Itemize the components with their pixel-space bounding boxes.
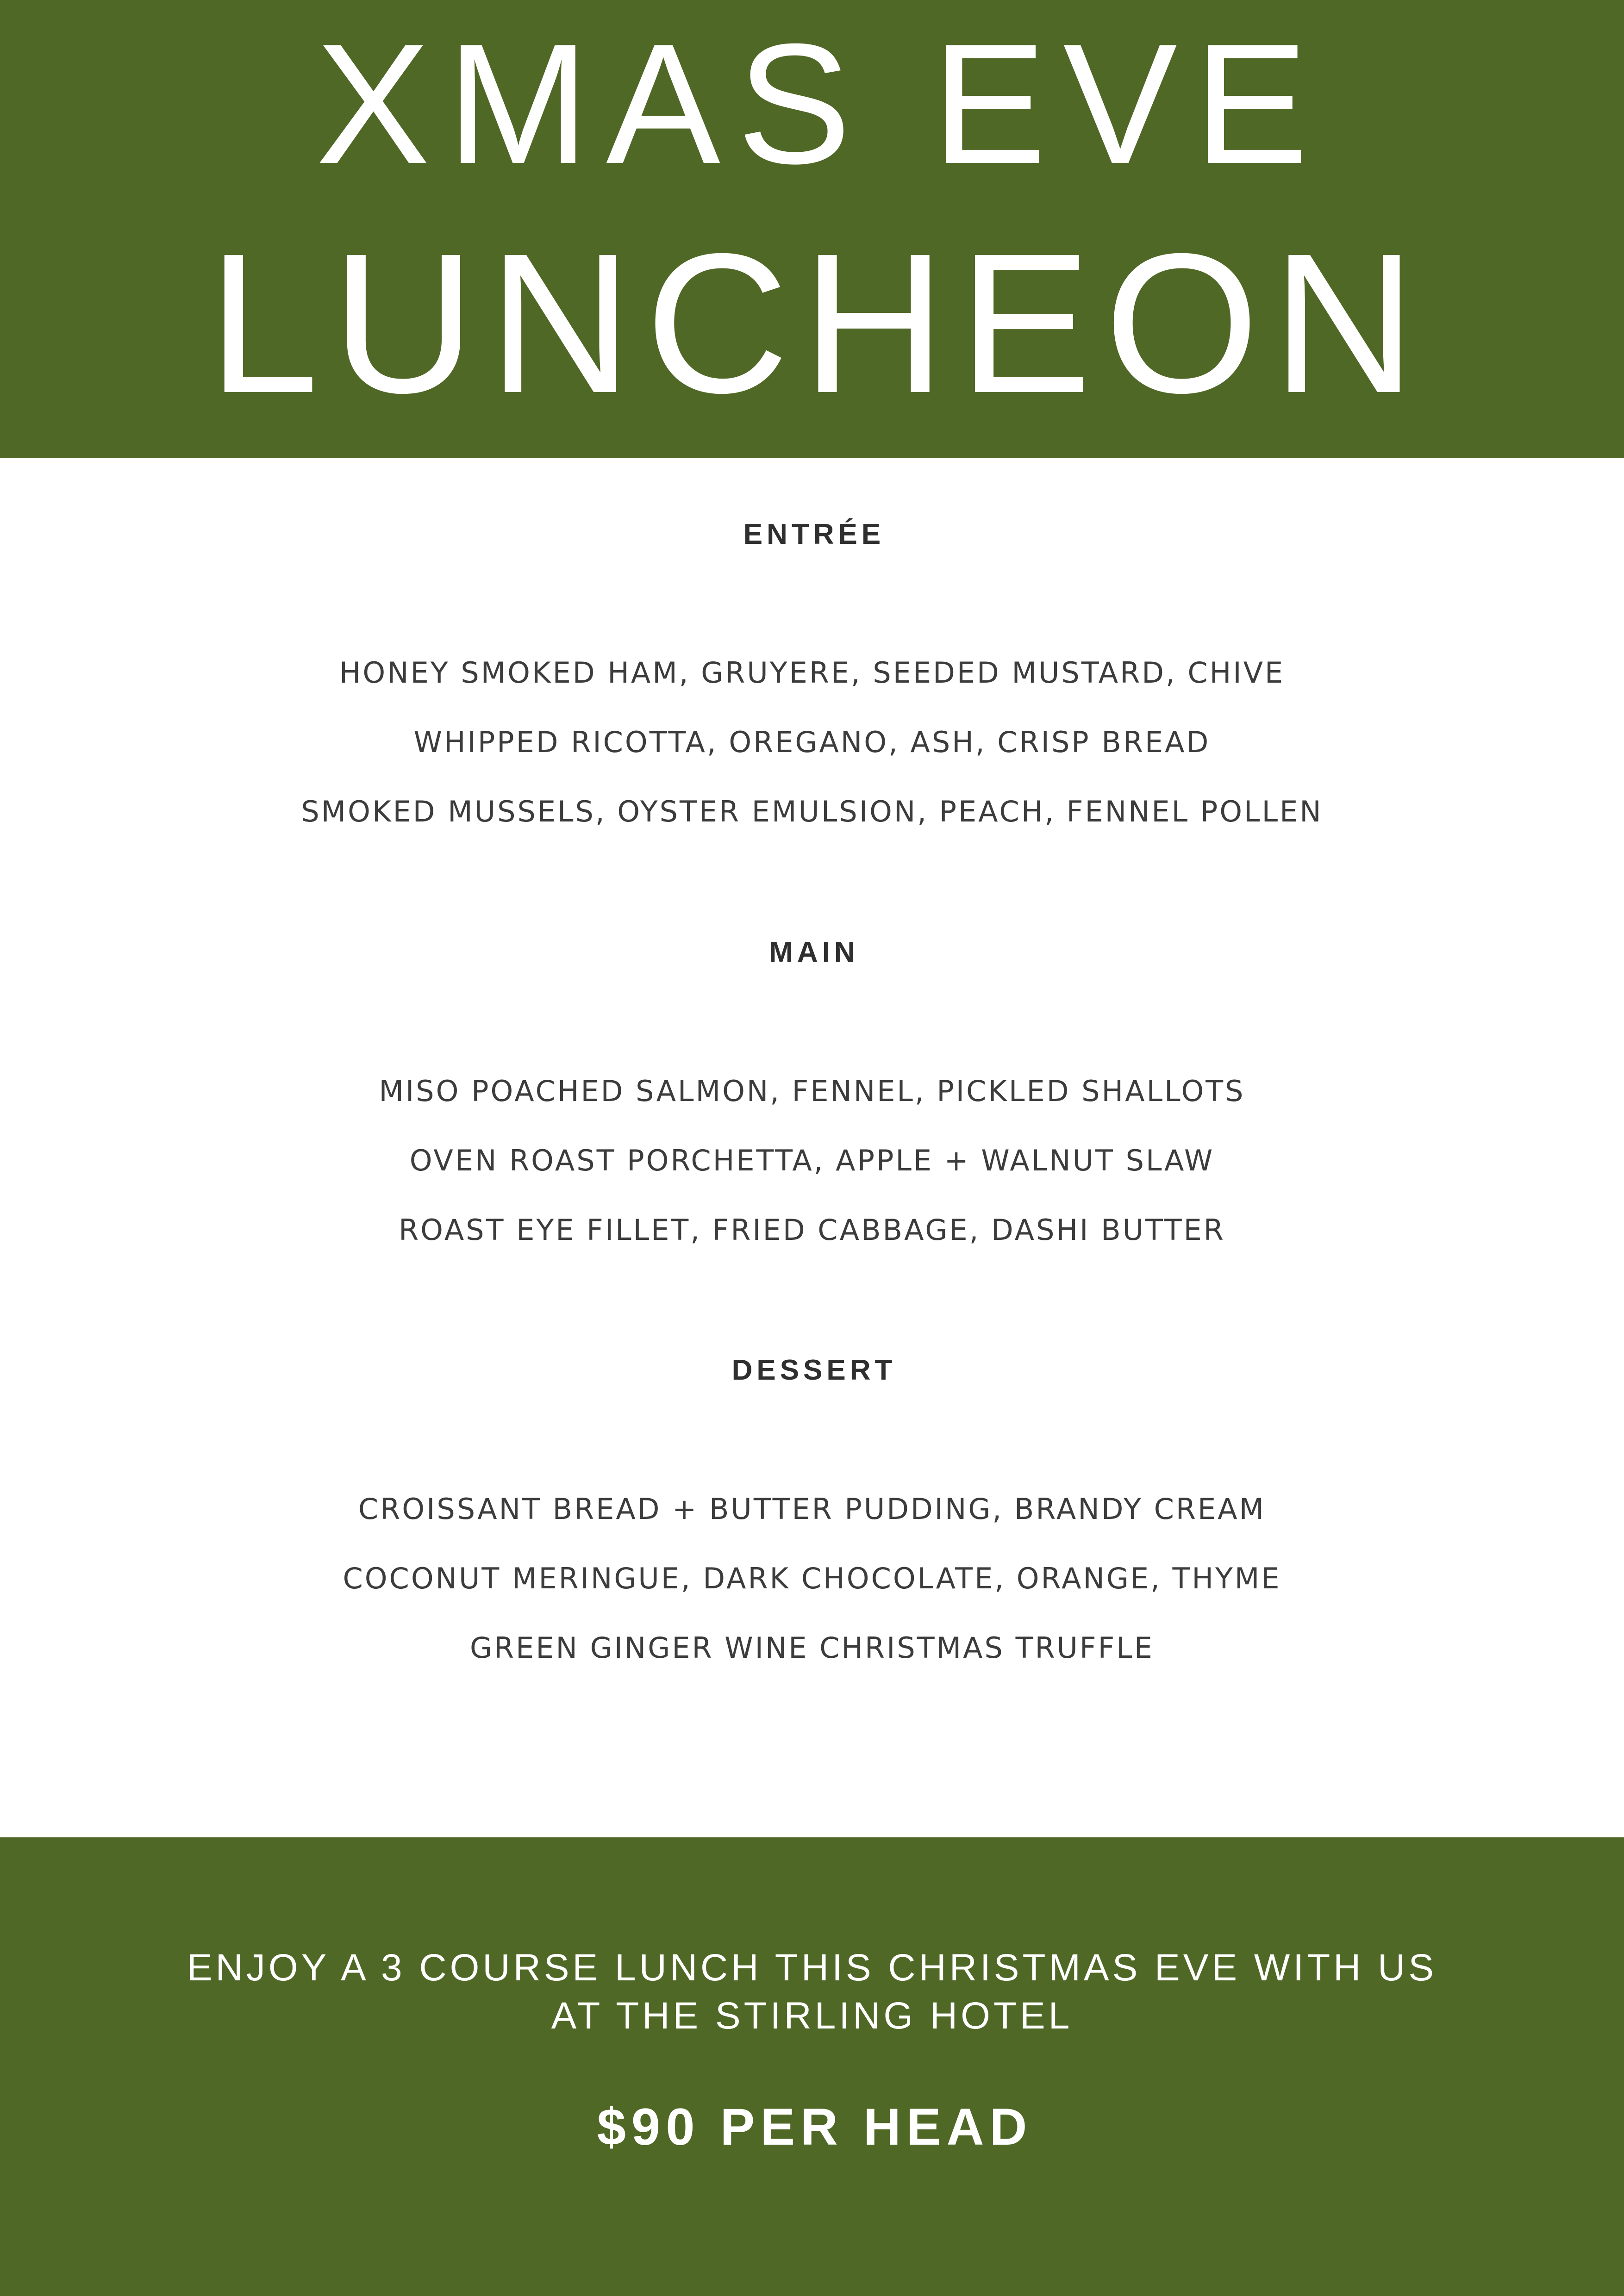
course-heading-dessert: DESSERT — [731, 1354, 897, 1386]
menu-item: OVEN ROAST PORCHETTA, APPLE + WALNUT SLAW — [409, 1144, 1215, 1177]
menu-item: GREEN GINGER WINE CHRISTMAS TRUFFLE — [470, 1631, 1154, 1665]
menu-item: SMOKED MUSSELS, OYSTER EMULSION, PEACH, FENNEL POLLEN — [301, 795, 1323, 828]
promo-line-2: AT THE STIRLING HOTEL — [551, 1995, 1073, 2037]
course-heading-main: MAIN — [769, 936, 859, 968]
menu-item: CROISSANT BREAD + BUTTER PUDDING, BRANDY CREAM — [358, 1492, 1266, 1526]
title-line-2: LUNCHEON — [208, 212, 1429, 435]
footer-banner — [0, 1837, 1624, 2296]
promo-line-1: ENJOY A 3 COURSE LUNCH THIS CHRISTMAS EVE WITH US — [187, 1947, 1437, 1989]
title-banner — [0, 0, 1624, 458]
title-line-1: XMAS EVE — [316, 8, 1325, 199]
price-label: $90 PER HEAD — [597, 2098, 1033, 2156]
promo-text — [0, 1944, 1624, 2040]
course-heading-entree: ENTRÉE — [743, 518, 885, 550]
menu-item: ROAST EYE FILLET, FRIED CABBAGE, DASHI BUTTER — [399, 1213, 1225, 1247]
menu-item: COCONUT MERINGUE, DARK CHOCOLATE, ORANGE, THYME — [343, 1562, 1281, 1595]
menu-item: WHIPPED RICOTTA, OREGANO, ASH, CRISP BREAD — [413, 725, 1211, 759]
menu-item: MISO POACHED SALMON, FENNEL, PICKLED SHALLOTS — [379, 1074, 1245, 1108]
menu-item: HONEY SMOKED HAM, GRUYERE, SEEDED MUSTARD, CHIVE — [339, 656, 1285, 690]
menu-body — [0, 458, 1624, 1837]
